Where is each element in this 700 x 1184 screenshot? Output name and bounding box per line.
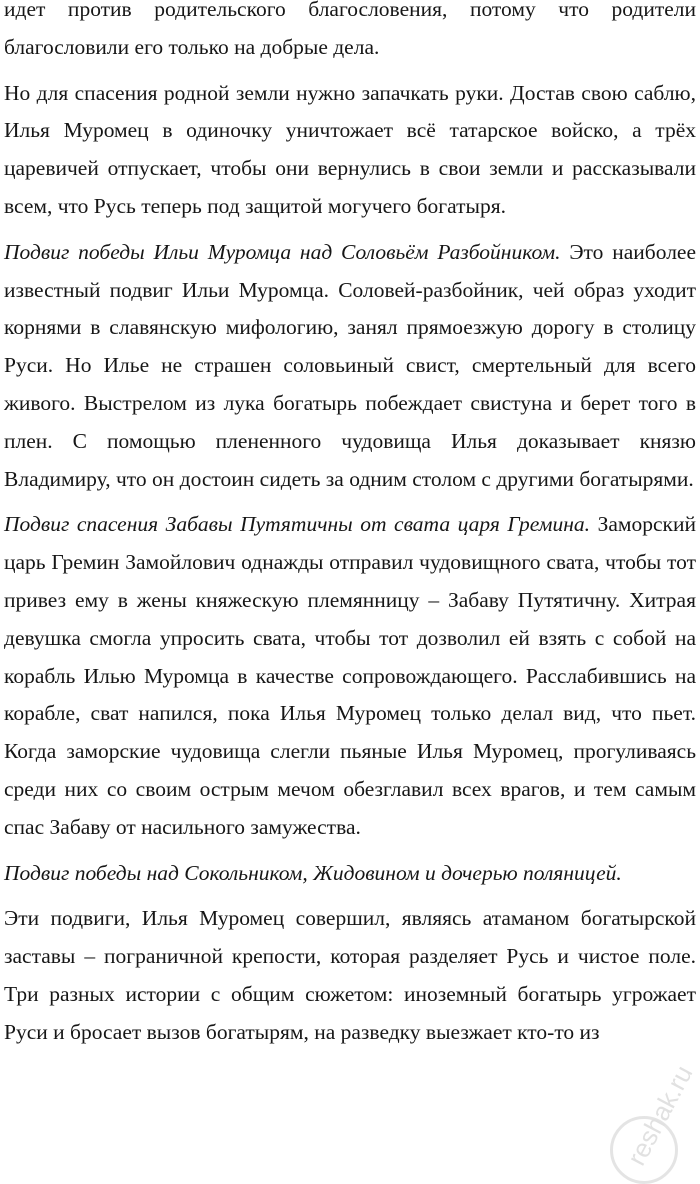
watermark-text: reshak.ru bbox=[621, 1060, 699, 1171]
paragraph-4-heading: Подвиг спасения Забавы Путятичны от свата царя Гремина. bbox=[4, 512, 591, 537]
paragraph-1 bbox=[4, 0, 696, 67]
paragraph-2-text: Но для спасения родной земли нужно запачкать руки. Достав свою саблю, Илья Муромец в одиночку уничтожает всё татарское войско, а трёх царевичей отпускает, чтобы они вернулись в свои земли и рассказывали всем, что Русь теперь под защитой могучего богатыря. bbox=[4, 80, 696, 218]
paragraph-4-text: Заморский царь Гремин Замойлович однажды отправил чудовищного свата, чтобы тот привез ему в жены княжескую племянницу – Забаву Путятичну. Хитрая девушка смогла упросить свата, чтобы тот дозволил ей взять с собой на корабль Илью Муромца в качестве сопровождающего. Расслабившись на корабле, сват напился, пока Илья Муромец только делал вид, что пьет. Когда заморские чудовища слегли пьяные Илья Муромец, прогуливаясь среди них со своим острым мечом обезглавил всех врагов, и тем самым спас Забаву от насильного замужества. bbox=[4, 512, 696, 839]
paragraph-6 bbox=[4, 900, 696, 1051]
watermark bbox=[600, 1056, 700, 1182]
paragraph-3-text: Это наиболее известный подвиг Ильи Муромца. Соловей-разбойник, чей образ уходит корнями в славянскую мифологию, занял прямоезжую дорогу в столицу Руси. Но Илье не страшен соловьиный свист, смертельный для всего живого. Выстрелом из лука богатырь побеждает свистуна и берет того в плен. С помощью плененного чудовища Илья доказывает князю Владимиру, что он достоин сидеть за одним столом с другими богатырями. bbox=[4, 239, 697, 491]
paragraph-3 bbox=[4, 234, 696, 499]
paragraph-4 bbox=[4, 506, 696, 846]
paragraph-2 bbox=[4, 75, 696, 226]
paragraph-1-text: идет против родительского благословения, потому что родители благословили его только на добрые дела. bbox=[4, 0, 696, 59]
paragraph-6-text: Эти подвиги, Илья Муромец совершил, являясь атаманом богатырской заставы – пограничной крепости, которая разделяет Русь и чистое поле. Три разных истории с общим сюжетом: иноземный богатырь угрожает Руси и бросает вызов богатырям, на разведку выезжает кто-то из bbox=[4, 906, 696, 1044]
paragraph-5 bbox=[4, 855, 696, 893]
watermark-circle-icon bbox=[610, 1116, 678, 1184]
paragraph-3-heading: Подвиг победы Ильи Муромца над Соловьём Разбойником. bbox=[4, 239, 561, 264]
paragraph-5-heading: Подвиг победы над Сокольником, Жидовином и дочерью поляницей. bbox=[4, 860, 622, 885]
